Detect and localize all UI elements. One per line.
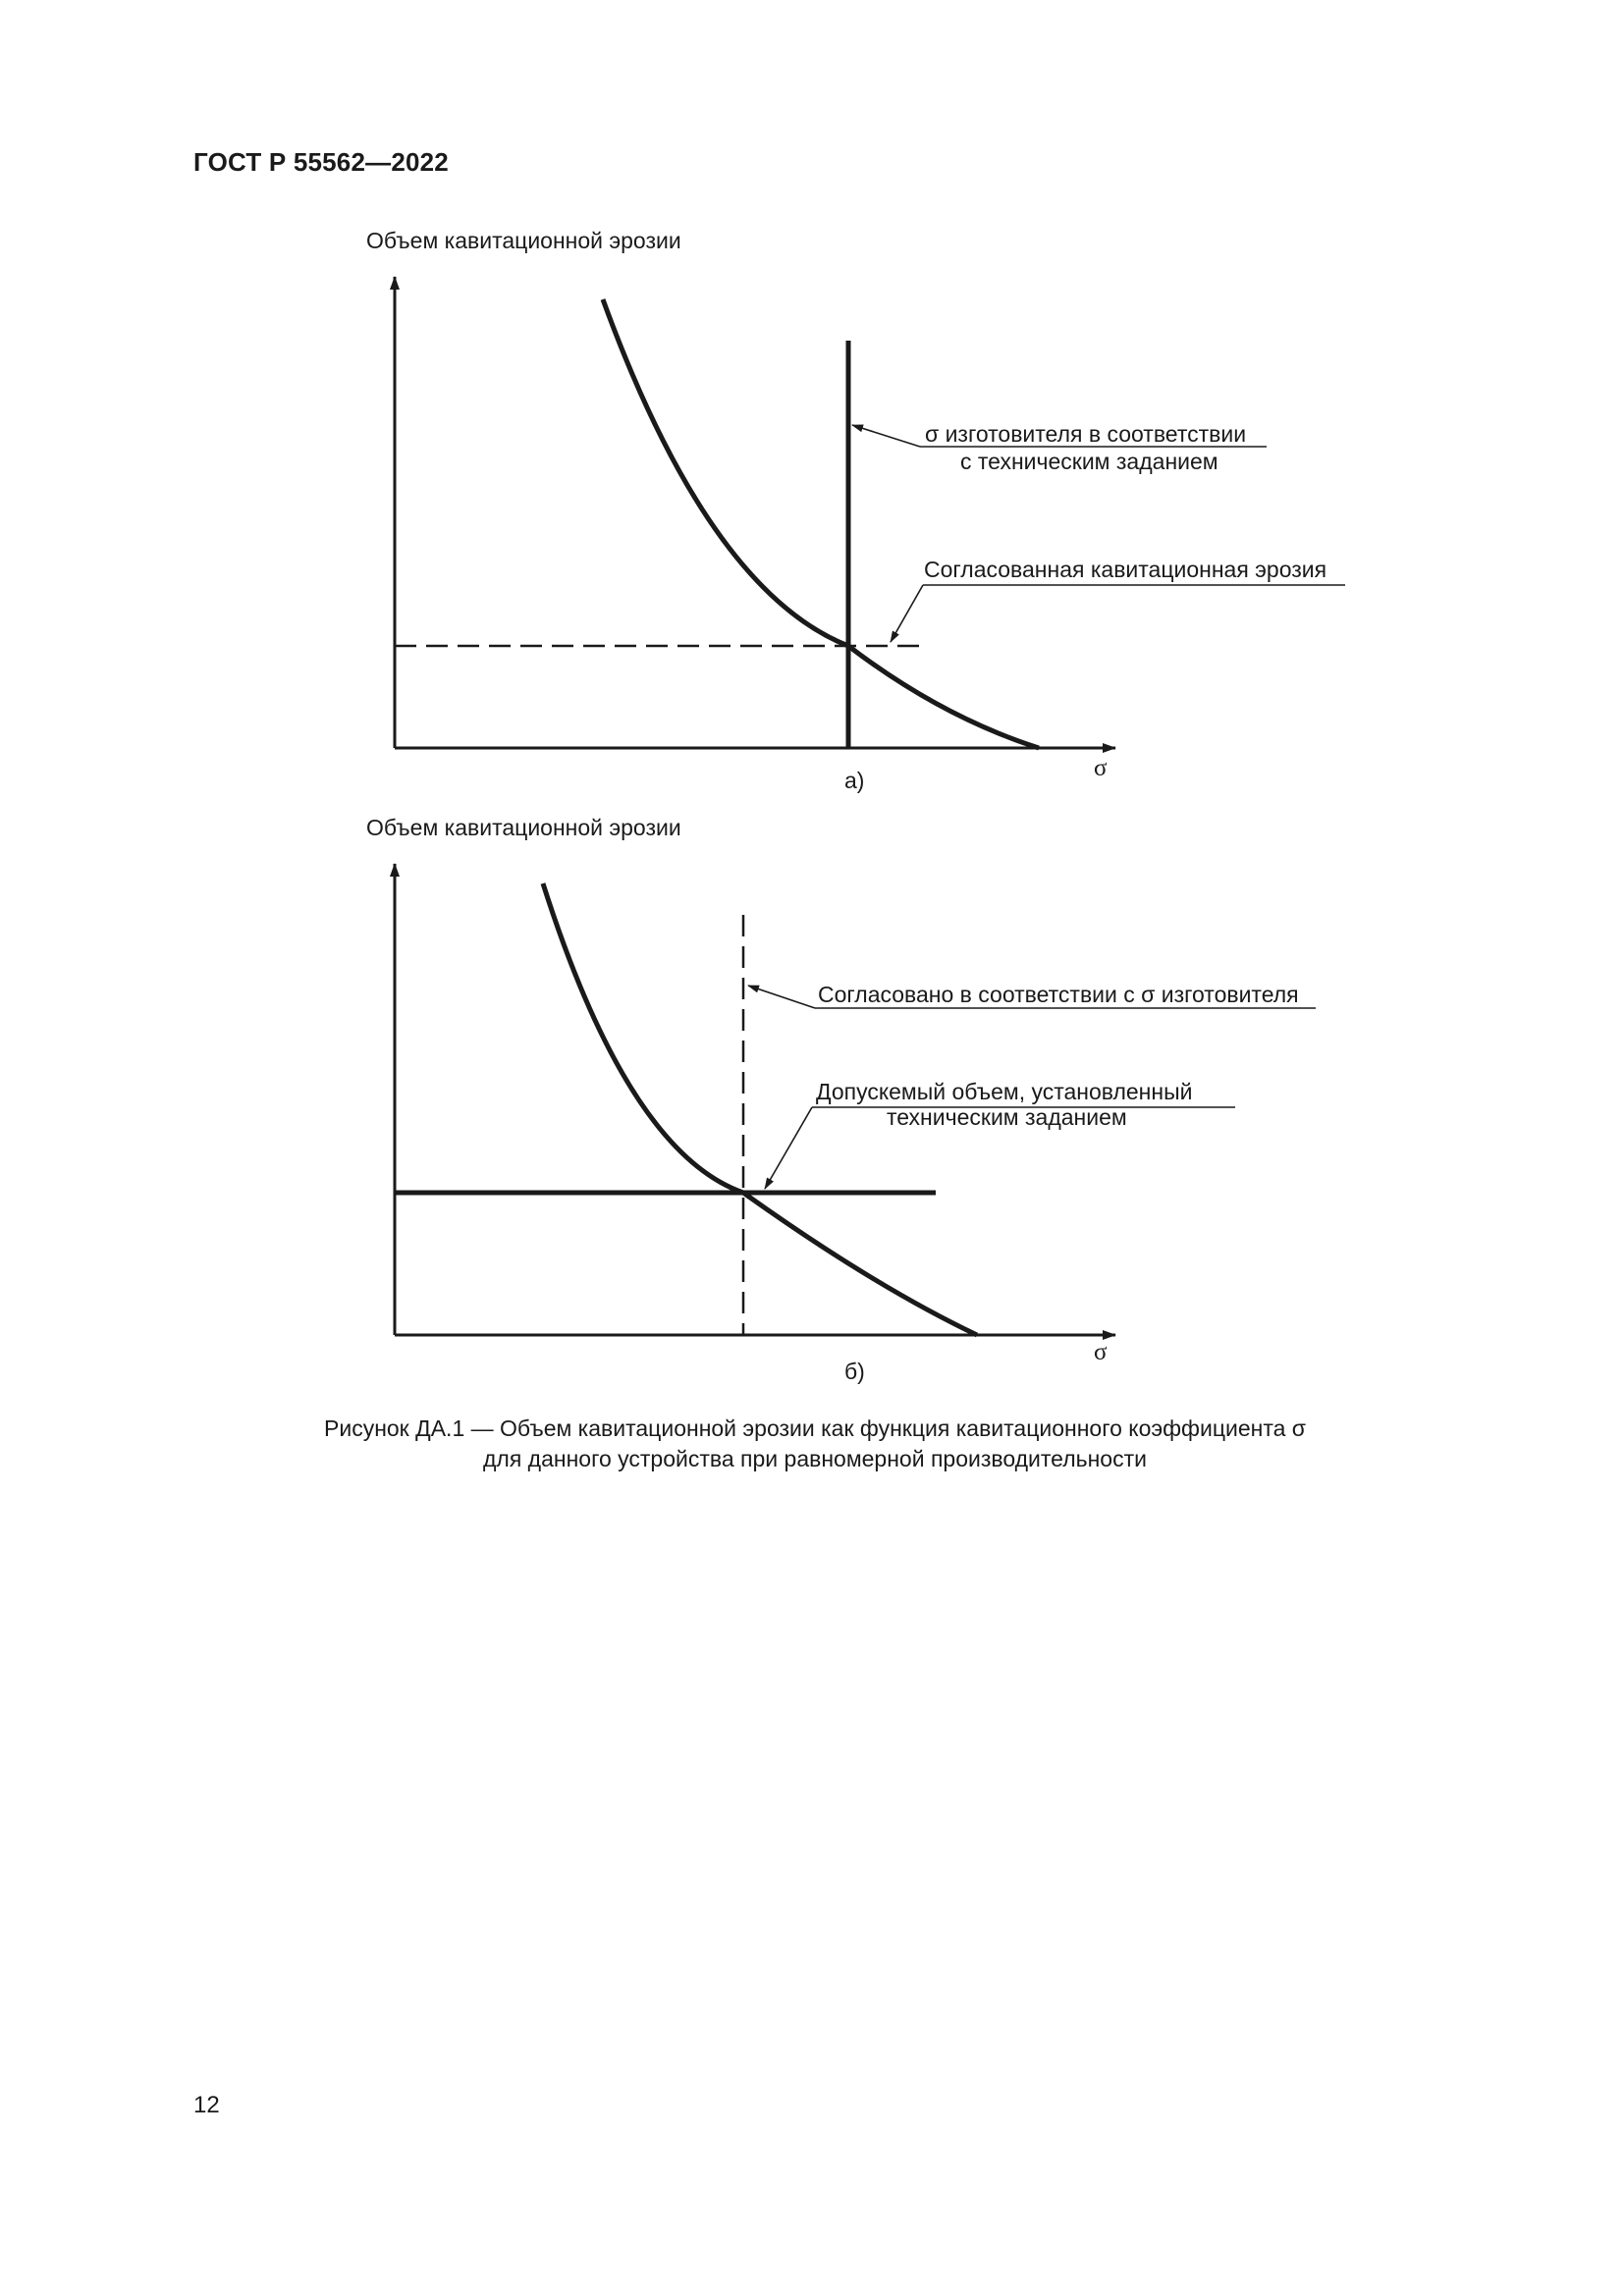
panel-b (366, 815, 1316, 1384)
panel-a-label: а) (844, 768, 865, 793)
panel-a-annotation1-leader (852, 425, 920, 447)
panel-b-annotation2-leader (765, 1107, 812, 1189)
panel-b-x-axis-label: σ (1094, 1339, 1108, 1365)
panel-a-annotation1-line2: с техническим заданием (960, 449, 1218, 474)
panel-b-annotation2-line1: Допускемый объем, установленный (816, 1079, 1193, 1104)
panel-b-annotation1: Согласовано в соответствии с σ изготовителя (818, 982, 1299, 1007)
page-number: 12 (193, 2092, 220, 2118)
panel-b-y-axis-label: Объем кавитационной эрозии (366, 815, 681, 840)
figure-caption-line2: для данного устройства при равномерной производительности (483, 1446, 1147, 1471)
panel-b-annotation2-line2: техническим заданием (887, 1104, 1127, 1130)
panel-a-x-axis-label: σ (1094, 755, 1108, 781)
panel-a (366, 228, 1345, 793)
panel-a-erosion-curve (603, 299, 1039, 748)
document-header: ГОСТ Р 55562—2022 (193, 147, 449, 177)
panel-b-label: б) (844, 1359, 865, 1384)
panel-b-annotation1-leader (748, 986, 815, 1008)
figure-caption-line1: Рисунок ДА.1 — Объем кавитационной эрозии как функция кавитационного коэффициента σ (324, 1415, 1306, 1441)
panel-a-y-axis-label: Объем кавитационной эрозии (366, 228, 681, 253)
panel-a-annotation2-leader (891, 585, 923, 642)
panel-a-annotation2: Согласованная кавитационная эрозия (924, 557, 1327, 582)
panel-a-annotation1-line1: σ изготовителя в соответствии (925, 421, 1247, 447)
figure-caption (236, 1414, 1394, 1474)
